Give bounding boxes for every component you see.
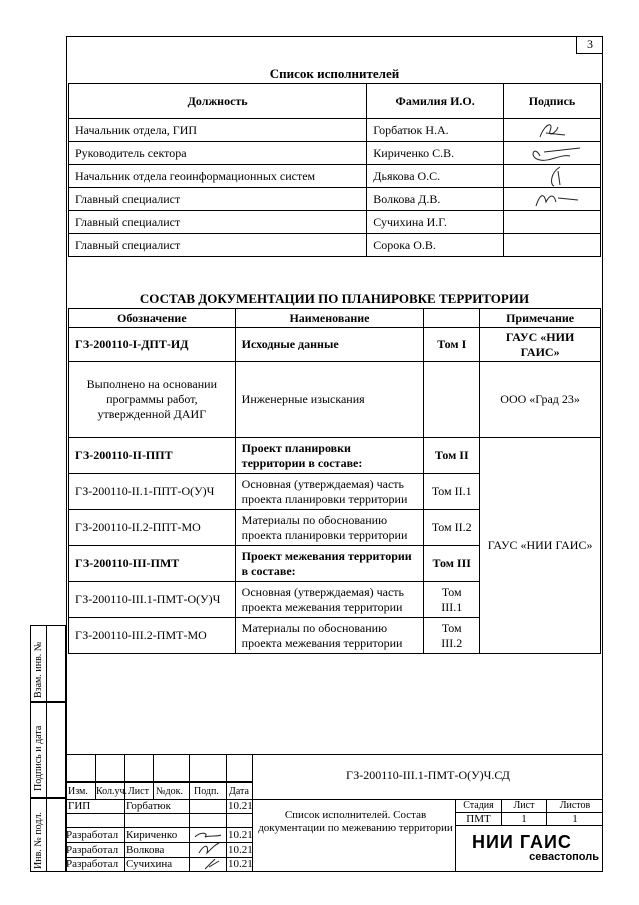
stage-value: ПМТ [466, 813, 491, 825]
doc-code: ГЗ-200110-III.1-ПМТ-О(У)Ч.СД [346, 768, 510, 782]
person-date: 10.21 [228, 800, 253, 812]
person-role: ГИП [68, 800, 91, 812]
code-cell: ГЗ-200110-III.1-ПМТ-О(У)Ч [69, 582, 236, 618]
header-name: Фамилия И.О. [367, 84, 504, 119]
signature-cell [503, 142, 600, 165]
side-inventory-box [30, 798, 66, 872]
name-cell: Волкова Д.В. [367, 188, 504, 211]
page-number: 3 [576, 36, 603, 54]
signature-icon [510, 188, 600, 210]
volume-cell: Том II.2 [424, 510, 480, 546]
table-row [69, 165, 601, 188]
code-cell: ГЗ-200110-II.2-ППТ-МО [69, 510, 236, 546]
position-cell: Главный специалист [69, 211, 367, 234]
position-cell: Главный специалист [69, 234, 367, 257]
col-header-doc: №док. [156, 786, 183, 797]
signature-cell [503, 211, 600, 234]
sheet-header: Лист [513, 800, 535, 811]
executors-title: Список исполнителей [269, 66, 400, 81]
name-cell: Проект планировки территории в составе: [235, 438, 424, 474]
name-cell: Материалы по обоснованию проекта межевания территории [235, 618, 424, 654]
table-row [69, 119, 601, 142]
rev-row [66, 813, 253, 814]
table-row [69, 328, 601, 362]
position-cell: Главный специалист [69, 188, 367, 211]
person-date: 10.21 [228, 829, 253, 841]
signature-icon [510, 119, 600, 141]
name-cell: Основная (утверждаемая) часть проекта планировки территории [235, 474, 424, 510]
stage-row [455, 825, 603, 826]
side-signature-box [30, 702, 66, 798]
signature-cell [503, 188, 600, 211]
signature-cell [503, 234, 600, 257]
executors-header-row [69, 84, 601, 119]
volume-cell: Том III.2 [424, 618, 480, 654]
person-role: Разработал [66, 829, 119, 841]
name-cell: Исходные данные [235, 328, 424, 362]
note-cell: ГАУС «НИИ ГАИС» [480, 328, 601, 362]
sheets-header: Листов [559, 800, 591, 811]
side-label-replacement: Взам. инв. № [33, 641, 44, 698]
table-row [69, 362, 601, 438]
rev-col-lines [153, 754, 154, 799]
table-row [69, 142, 601, 165]
table-row [69, 188, 601, 211]
note-cell: ООО «Град 23» [480, 362, 601, 438]
code-cell: ГЗ-200110-II-ППТ [69, 438, 236, 474]
person-name: Кириченко [126, 829, 178, 841]
name-cell: Дьякова О.С. [367, 165, 504, 188]
signature-icon [191, 829, 225, 871]
volume-cell: Том II.1 [424, 474, 480, 510]
code-cell: ГЗ-200110-I-ДПТ-ИД [69, 328, 236, 362]
volume-cell [424, 362, 480, 438]
merged-note-cell: ГАУС «НИИ ГАИС» [480, 438, 601, 654]
side-replacement-box [30, 625, 66, 702]
sheet-description: Список исполнителей. Состав документации по межеванию территории [258, 809, 453, 834]
header-designation: Обозначение [69, 309, 236, 328]
volume-cell: Том II [424, 438, 480, 474]
table-row [69, 211, 601, 234]
name-cell: Горбатюк Н.А. [367, 119, 504, 142]
position-cell: Начальник отдела, ГИП [69, 119, 367, 142]
col-header-date: Дата [229, 786, 249, 797]
header-note: Примечание [480, 309, 601, 328]
person-name: Волкова [126, 844, 165, 856]
col-header-sheet: Лист [128, 786, 149, 797]
person-role: Разработал [66, 858, 119, 870]
side-label-signature-date: Подпись и дата [33, 725, 44, 791]
org-logo-name: НИИ ГАИС [472, 832, 572, 852]
org-logo [468, 833, 603, 872]
signature-icon [510, 165, 600, 187]
stage-header: Стадия [463, 800, 494, 811]
name-cell: Сучихина И.Г. [367, 211, 504, 234]
code-cell: Выполнено на основании программы работ, утвержденной ДАИГ [69, 362, 236, 438]
sheet-value: 1 [521, 813, 527, 825]
name-cell: Основная (утверждаемая) часть проекта межевания территории [235, 582, 424, 618]
volume-cell: Том I [424, 328, 480, 362]
col-header-sign: Подп. [194, 786, 219, 797]
person-date: 10.21 [228, 844, 253, 856]
header-volume [424, 309, 480, 328]
signature-cell [503, 119, 600, 142]
name-cell: Проект межевания территории в составе: [235, 546, 424, 582]
header-signature: Подпись [503, 84, 600, 119]
name-cell: Кириченко С.В. [367, 142, 504, 165]
col-header-change: Изм. [68, 786, 88, 797]
person-date: 10.21 [228, 858, 253, 870]
executors-table [68, 83, 601, 257]
person-name: Сучихина [126, 858, 173, 870]
name-cell: Инженерные изыскания [235, 362, 424, 438]
sheets-value: 1 [572, 813, 578, 825]
header-title: Наименование [235, 309, 424, 328]
table-row [69, 234, 601, 257]
person-role: Разработал [66, 844, 119, 856]
code-cell: ГЗ-200110-II.1-ППТ-О(У)Ч [69, 474, 236, 510]
position-cell: Руководитель сектора [69, 142, 367, 165]
signature-cell [503, 165, 600, 188]
name-cell: Материалы по обоснованию проекта планировки территории [235, 510, 424, 546]
side-label-inventory: Инв. № подл. [33, 812, 44, 869]
header-position: Должность [69, 84, 367, 119]
code-cell: ГЗ-200110-III.2-ПМТ-МО [69, 618, 236, 654]
code-cell: ГЗ-200110-III-ПМТ [69, 546, 236, 582]
position-cell: Начальник отдела геоинформационных систем [69, 165, 367, 188]
volume-cell: Том III [424, 546, 480, 582]
signature-icon [510, 142, 600, 164]
person-name: Горбатюк [126, 800, 171, 812]
org-logo-city: севастополь [529, 851, 599, 863]
rev-row [66, 827, 253, 828]
name-cell: Сорока О.В. [367, 234, 504, 257]
volume-cell: Том III.1 [424, 582, 480, 618]
composition-header-row [69, 309, 601, 328]
col-header-count: Кол.уч. [96, 786, 128, 797]
composition-title: СОСТАВ ДОКУМЕНТАЦИИ ПО ПЛАНИРОВКЕ ТЕРРИТОРИИ [139, 291, 530, 306]
table-row [69, 438, 601, 474]
composition-table [68, 308, 601, 654]
